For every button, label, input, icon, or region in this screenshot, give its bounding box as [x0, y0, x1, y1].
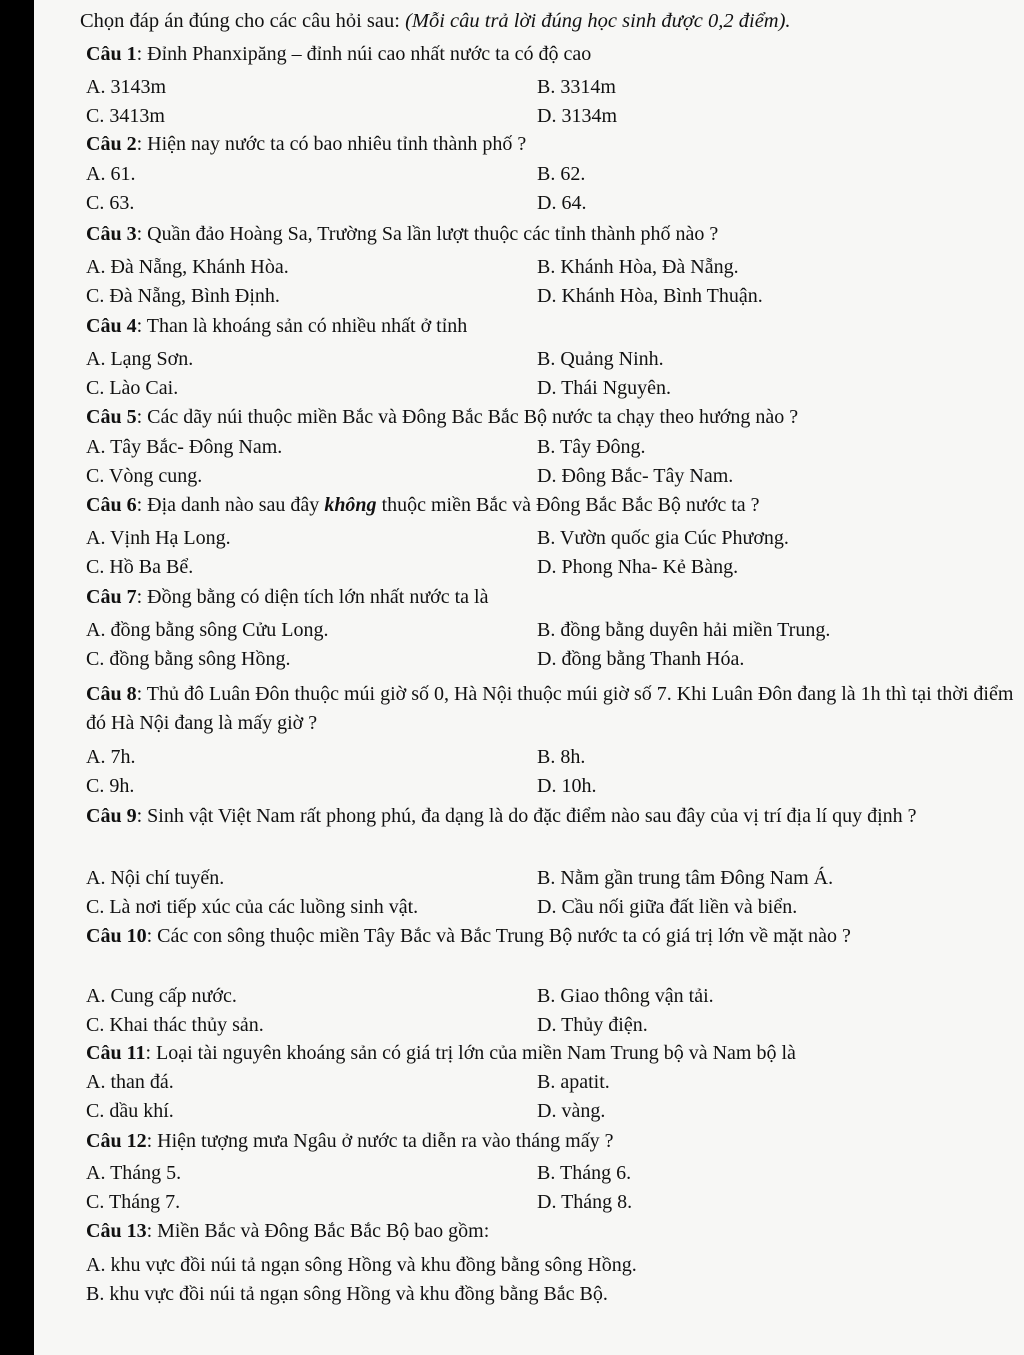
question-6: Câu 6: Địa danh nào sau đây không thuộc miền Bắc và Đông Bắc Bắc Bộ nước ta ? — [86, 494, 760, 516]
question-9: Câu 9: Sinh vật Việt Nam rất phong phú, đa dạng là do đặc điểm nào sau đây của vị trí địa lí quy định ? — [86, 805, 917, 827]
option-6d: D. Phong Nha- Kẻ Bàng. — [537, 556, 739, 578]
option-2a: A. 61. — [86, 163, 136, 185]
option-8d: D. 10h. — [537, 775, 597, 797]
option-6c: C. Hồ Ba Bể. — [86, 556, 194, 578]
option-9b: B. Nằm gần trung tâm Đông Nam Á. — [537, 867, 834, 889]
option-5a: A. Tây Bắc- Đông Nam. — [86, 436, 283, 458]
option-13a: A. khu vực đồi núi tả ngạn sông Hồng và khu đồng bằng sông Hồng. — [86, 1254, 637, 1276]
question-1: Câu 1: Đỉnh Phanxipăng – đỉnh núi cao nhất nước ta có độ cao — [86, 43, 592, 65]
option-4d: D. Thái Nguyên. — [537, 377, 672, 399]
option-5d: D. Đông Bắc- Tây Nam. — [537, 465, 734, 487]
option-7d: D. đồng bằng Thanh Hóa. — [537, 648, 745, 670]
option-10d: D. Thủy điện. — [537, 1014, 648, 1036]
option-7c: C. đồng bằng sông Hồng. — [86, 648, 291, 670]
option-12d: D. Tháng 8. — [537, 1191, 633, 1213]
question-8: Câu 8: Thủ đô Luân Đôn thuộc múi giờ số 0, Hà Nội thuộc múi giờ số 7. Khi Luân Đôn đang là 1h thì tại thời điểm đó Hà Nội đang là mấy giờ ? — [86, 683, 1014, 734]
instruction — [80, 6, 791, 36]
option-6b: B. Vườn quốc gia Cúc Phương. — [537, 527, 789, 549]
option-3b: B. Khánh Hòa, Đà Nẵng. — [537, 256, 739, 278]
option-2b: B. 62. — [537, 163, 586, 185]
instruction-text: Chọn đáp án đúng cho các câu hỏi sau: — [80, 10, 406, 32]
option-9a: A. Nội chí tuyến. — [86, 867, 225, 889]
option-5c: C. Vòng cung. — [86, 465, 203, 487]
question-12: Câu 12: Hiện tượng mưa Ngâu ở nước ta diễn ra vào tháng mấy ? — [86, 1130, 614, 1152]
question-4: Câu 4: Than là khoáng sản có nhiều nhất ở tỉnh — [86, 315, 468, 337]
question-3: Câu 3: Quần đảo Hoàng Sa, Trường Sa lần lượt thuộc các tỉnh thành phố nào ? — [86, 223, 719, 245]
option-3c: C. Đà Nẵng, Bình Định. — [86, 285, 280, 307]
option-8c: C. 9h. — [86, 775, 135, 797]
option-4b: B. Quảng Ninh. — [537, 348, 664, 370]
option-11c: C. dầu khí. — [86, 1100, 174, 1122]
option-12c: C. Tháng 7. — [86, 1191, 181, 1213]
option-13b: B. khu vực đồi núi tả ngạn sông Hồng và khu đồng bằng Bắc Bộ. — [86, 1283, 608, 1305]
option-3d: D. Khánh Hòa, Bình Thuận. — [537, 285, 763, 307]
option-2d: D. 64. — [537, 192, 587, 214]
option-7a: A. đồng bằng sông Cửu Long. — [86, 619, 329, 641]
question-2: Câu 2: Hiện nay nước ta có bao nhiêu tỉnh thành phố ? — [86, 133, 527, 155]
option-1a: A. 3143m — [86, 76, 166, 98]
option-12a: A. Tháng 5. — [86, 1162, 182, 1184]
option-1c: C. 3413m — [86, 105, 165, 127]
negation-emphasis: không — [324, 494, 377, 516]
option-4a: A. Lạng Sơn. — [86, 348, 194, 370]
option-6a: A. Vịnh Hạ Long. — [86, 527, 231, 549]
option-11b: B. apatit. — [537, 1071, 610, 1093]
option-11d: D. vàng. — [537, 1100, 606, 1122]
option-4c: C. Lào Cai. — [86, 377, 179, 399]
instruction-note: (Mỗi câu trả lời đúng học sinh được 0,2 điểm). — [405, 10, 791, 32]
option-9d: D. Cầu nối giữa đất liền và biển. — [537, 896, 798, 918]
option-9c: C. Là nơi tiếp xúc của các luồng sinh vật. — [86, 896, 419, 918]
option-10c: C. Khai thác thủy sản. — [86, 1014, 264, 1036]
option-10b: B. Giao thông vận tải. — [537, 985, 714, 1007]
option-10a: A. Cung cấp nước. — [86, 985, 237, 1007]
option-5b: B. Tây Đông. — [537, 436, 646, 458]
question-10: Câu 10: Các con sông thuộc miền Tây Bắc và Bắc Trung Bộ nước ta có giá trị lớn về mặt nào ? — [86, 925, 851, 947]
question-11: Câu 11: Loại tài nguyên khoáng sản có giá trị lớn của miền Nam Trung bộ và Nam bộ là — [86, 1042, 796, 1064]
option-1b: B. 3314m — [537, 76, 616, 98]
option-8a: A. 7h. — [86, 746, 136, 768]
document-page — [34, 0, 1024, 1355]
option-2c: C. 63. — [86, 192, 135, 214]
option-1d: D. 3134m — [537, 105, 617, 127]
option-12b: B. Tháng 6. — [537, 1162, 632, 1184]
option-7b: B. đồng bằng duyên hải miền Trung. — [537, 619, 831, 641]
question-5: Câu 5: Các dãy núi thuộc miền Bắc và Đông Bắc Bắc Bộ nước ta chạy theo hướng nào ? — [86, 406, 799, 428]
question-13: Câu 13: Miền Bắc và Đông Bắc Bắc Bộ bao gồm: — [86, 1220, 490, 1242]
option-11a: A. than đá. — [86, 1071, 174, 1093]
option-3a: A. Đà Nẵng, Khánh Hòa. — [86, 256, 289, 278]
question-7: Câu 7: Đồng bằng có diện tích lớn nhất nước ta là — [86, 586, 489, 608]
option-8b: B. 8h. — [537, 746, 586, 768]
